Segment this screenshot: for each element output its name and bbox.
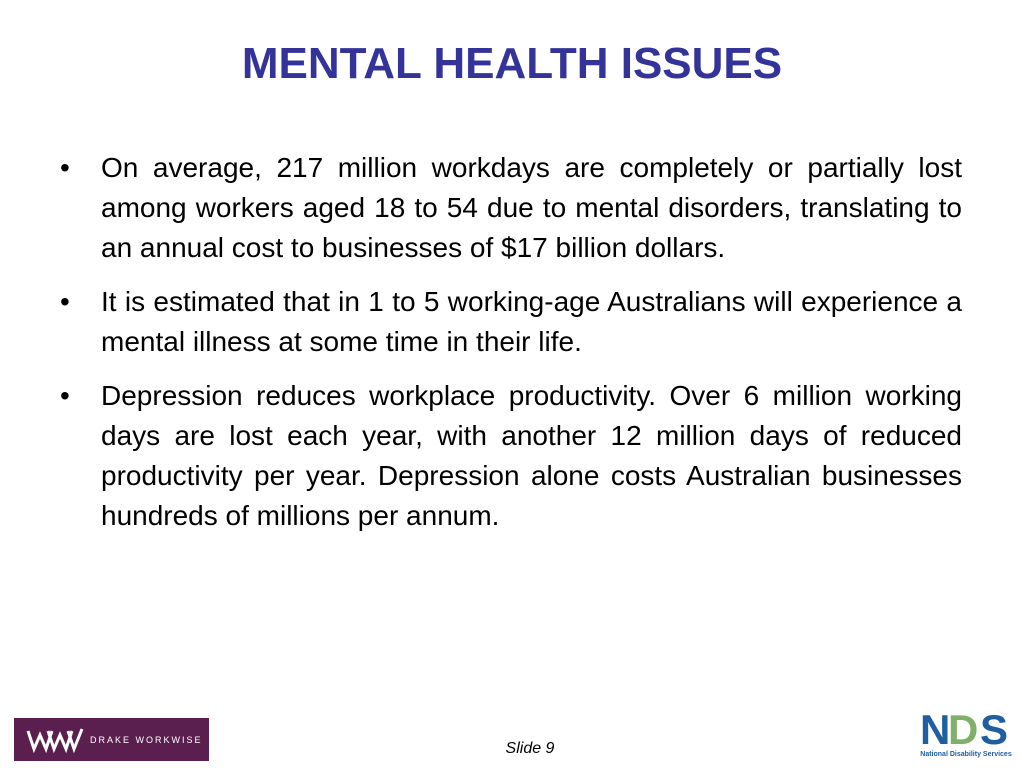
bullet-text: It is estimated that in 1 to 5 working-age Australians will experience a mental illness at some time in their life.	[101, 286, 962, 357]
svg-text:S: S	[980, 706, 1009, 750]
nds-logo	[918, 704, 1014, 764]
bullet-item	[60, 376, 962, 536]
bullet-item	[60, 148, 962, 268]
drake-w-mark-icon	[26, 727, 84, 753]
bullet-marker: •	[60, 286, 70, 317]
bullet-item	[60, 282, 962, 362]
nds-caption: National Disability Services	[920, 751, 1012, 758]
nds-letters-icon	[918, 704, 1014, 750]
svg-text:N: N	[920, 706, 951, 750]
bullet-text: Depression reduces workplace productivity. Over 6 million working days are lost each year, with another 12 million days of reduced productivity per year. Depression alone costs Australian businesses hundreds of millions per annum.	[101, 380, 962, 531]
bullet-list	[60, 148, 962, 550]
slide-number: Slide 9	[505, 740, 555, 757]
bullet-marker: •	[60, 152, 70, 183]
drake-workwise-logo	[14, 718, 209, 761]
svg-text:D: D	[948, 706, 979, 750]
drake-workwise-wordmark: DRAKE WORKWISE	[90, 734, 203, 745]
slide-title: MENTAL HEALTH ISSUES	[241, 39, 783, 88]
bullet-marker: •	[60, 380, 70, 411]
bullet-text: On average, 217 million workdays are completely or partially lost among workers aged 18 to 54 due to mental disorders, translating to an annual cost to businesses of $17 billion dollars.	[101, 152, 962, 263]
